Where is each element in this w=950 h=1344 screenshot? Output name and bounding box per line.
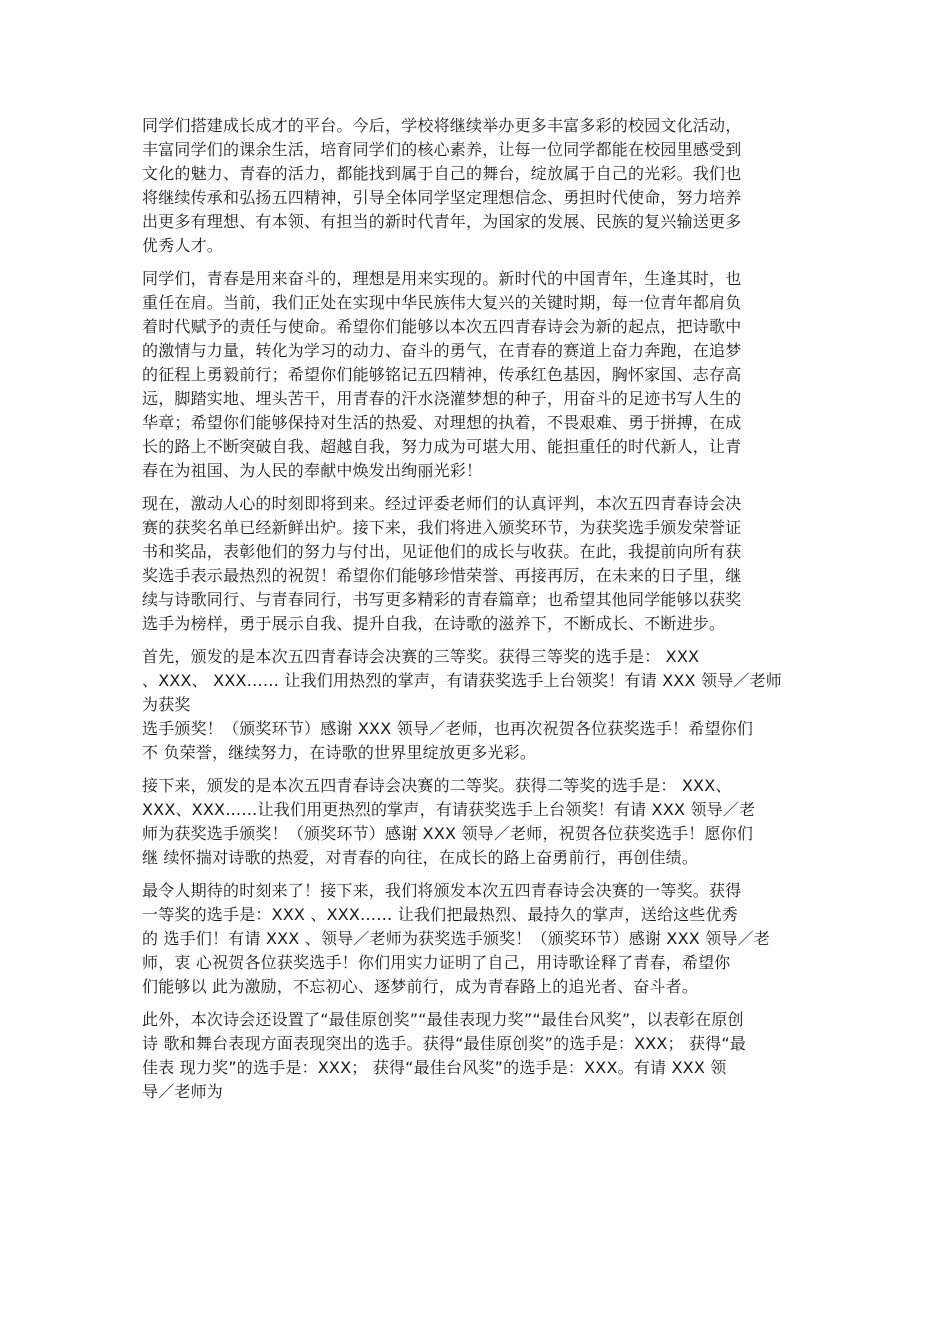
- text-line: XXX、XXX……让我们用更热烈的掌声，有请获奖选手上台领奖！有请 XXX 领导／老: [142, 800, 756, 819]
- text-line: 诗 歌和舞台表现方面表现突出的选手。获得“最佳原创奖”的选手是：XXX； 获得“最: [142, 1034, 747, 1053]
- text-line: 赛的获奖名单已经新鲜出炉。接下来，我们将进入颁奖环节，为获奖选手颁发荣誉证: [142, 518, 742, 537]
- text-line: 优秀人才。: [142, 236, 224, 255]
- text-line: 一等奖的选手是：XXX 、XXX…… 让我们把最热烈、最持久的掌声，送给这些优秀: [142, 905, 738, 924]
- text-line: 接下来，颁发的是本次五四青春诗会决赛的二等奖。获得二等奖的选手是： XXX、: [142, 776, 732, 795]
- text-line: 重任在肩。当前，我们正处在实现中华民族伟大复兴的关键时期，每一位青年都肩负: [142, 293, 742, 312]
- paragraph: [142, 114, 807, 258]
- text-line: 将继续传承和弘扬五四精神，引导全体同学坚定理想信念、勇担时代使命，努力培养: [142, 188, 742, 207]
- text-line: 佳表 现力奖”的选手是：XXX； 获得“最佳台风奖”的选手是：XXX。有请 XXX 领: [142, 1058, 727, 1077]
- text-line: 首先，颁发的是本次五四青春诗会决赛的三等奖。获得三等奖的选手是： XXX: [142, 647, 700, 666]
- text-line: 不 负荣誉，继续努力，在诗歌的世界里绽放更多光彩。: [142, 743, 537, 762]
- text-line: 、XXX、 XXX…… 让我们用热烈的掌声，有请获奖选手上台领奖！有请 XXX 领导／老师: [142, 671, 782, 690]
- text-line: 同学们，青春是用来奋斗的，理想是用来实现的。新时代的中国青年，生逢其时，也: [142, 269, 742, 288]
- text-line: 选手颁奖！（颁奖环节）感谢 XXX 领导／老师，也再次祝贺各位获奖选手！希望你们: [142, 719, 754, 738]
- text-line: 师，衷 心祝贺各位获奖选手！你们用实力证明了自己，用诗歌诠释了青春，希望你: [142, 953, 731, 972]
- text-line: 为获奖: [142, 695, 191, 714]
- paragraph: [142, 492, 807, 636]
- text-line: 师为获奖选手颁奖！（颁奖环节）感谢 XXX 领导／老师，祝贺各位获奖选手！愿你们: [142, 824, 754, 843]
- text-line: 此外，本次诗会还设置了“最佳原创奖”“最佳表现力奖”“最佳台风奖”，以表彰在原创: [142, 1010, 744, 1029]
- paragraph: [142, 1008, 807, 1104]
- text-line: 们能够以 此为激励，不忘初心、逐梦前行，成为青春路上的追光者、奋斗者。: [142, 977, 699, 996]
- text-line: 远，脚踏实地、埋头苦干，用青春的汗水浇灌梦想的种子，用奋斗的足迹书写人生的: [142, 389, 742, 408]
- text-line: 丰富同学们的课余生活，培育同学们的核心素养，让每一位同学都能在校园里感受到: [142, 140, 742, 159]
- text-line: 现在，激动人心的时刻即将到来。经过评委老师们的认真评判，本次五四青春诗会决: [142, 494, 742, 513]
- text-line: 出更多有理想、有本领、有担当的新时代青年，为国家的发展、民族的复兴输送更多: [142, 212, 742, 231]
- text-line: 文化的魅力、青春的活力，都能找到属于自己的舞台，绽放属于自己的光彩。我们也: [142, 164, 742, 183]
- text-line: 书和奖品，表彰他们的努力与付出，见证他们的成长与收获。在此，我提前向所有获: [142, 542, 742, 561]
- paragraph: [142, 774, 807, 870]
- text-line: 续与诗歌同行、与青春同行，书写更多精彩的青春篇章；也希望其他同学能够以获奖: [142, 590, 742, 609]
- text-line: 奖选手表示最热烈的祝贺！希望你们能够珍惜荣誉、再接再厉，在未来的日子里，继: [142, 566, 742, 585]
- text-line: 继 续怀揣对诗歌的热爱，对青春的向往，在成长的路上奋勇前行，再创佳绩。: [142, 848, 699, 867]
- text-line: 的 选手们！有请 XXX 、领导／老师为获奖选手颁奖！（颁奖环节）感谢 XXX 领导／老: [142, 929, 770, 948]
- text-line: 长的路上不断突破自我、超越自我，努力成为可堪大用、能担重任的时代新人，让青: [142, 437, 742, 456]
- paragraph: [142, 645, 807, 765]
- text-line: 选手为榜样，勇于展示自我、提升自我，在诗歌的滋养下，不断成长、不断进步。: [142, 614, 726, 633]
- document-body: [142, 114, 807, 1113]
- paragraph: [142, 879, 807, 999]
- paragraph: [142, 267, 807, 483]
- text-line: 最令人期待的时刻来了！接下来，我们将颁发本次五四青春诗会决赛的一等奖。获得: [142, 881, 742, 900]
- text-line: 着时代赋予的责任与使命。希望你们能够以本次五四青春诗会为新的起点，把诗歌中: [142, 317, 742, 336]
- text-line: 的激情与力量，转化为学习的动力、奋斗的勇气，在青春的赛道上奋力奔跑，在追梦: [142, 341, 742, 360]
- text-line: 导／老师为: [142, 1082, 224, 1101]
- text-line: 春在为祖国、为人民的奉献中焕发出绚丽光彩！: [142, 461, 483, 480]
- text-line: 同学们搭建成长成才的平台。今后，学校将继续举办更多丰富多彩的校园文化活动，: [142, 116, 742, 135]
- text-line: 华章；希望你们能够保持对生活的热爱、对理想的执着，不畏艰难、勇于拼搏，在成: [142, 413, 742, 432]
- text-line: 的征程上勇毅前行；希望你们能够铭记五四精神，传承红色基因，胸怀家国、志存高: [142, 365, 742, 384]
